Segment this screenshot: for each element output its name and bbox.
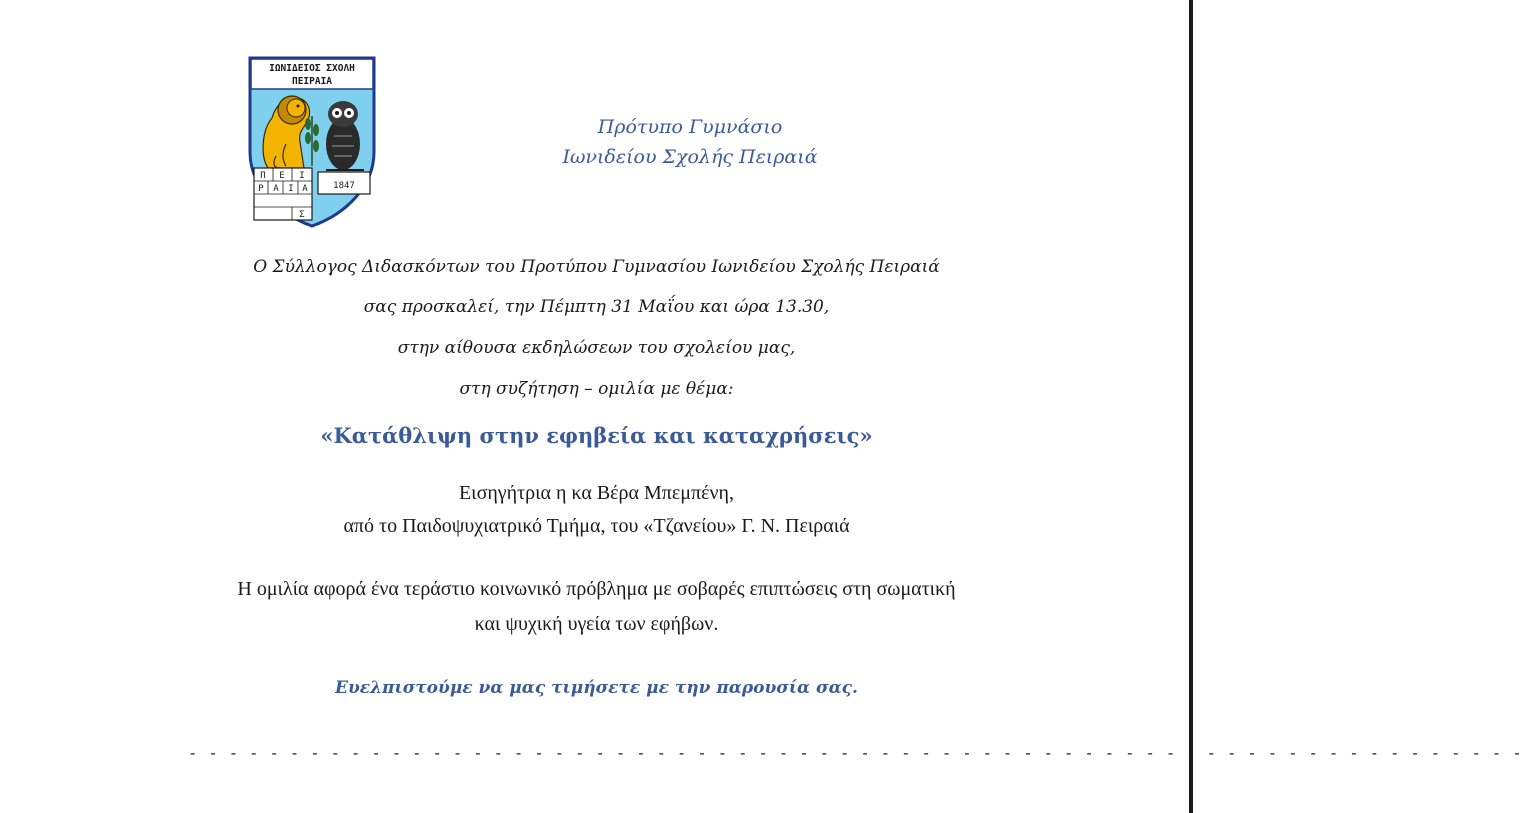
invitation-line4: στη συζήτηση – ομιλία με θέμα: [459, 379, 734, 399]
speaker-line1: Εισηγήτρια η κα Βέρα Μπεμπένη, [458, 482, 735, 504]
tower-letter: Α [273, 184, 279, 194]
tower-letter: Ε [279, 171, 285, 181]
school-name-line1: Πρότυπο Γυμνάσιο [597, 116, 783, 138]
invitation-line1: Ο Σύλλογος Διδασκόντων του Προτύπου Γυμνασίου Ιωνιδείου Σχολής Πειραιά [253, 257, 940, 277]
cut-line: - - - - - - - - - - - - - - - - - - - - - - - - - - - - - - - - - - - - - - - - - - - - - - - - - - - - - - - - - - - - - - - - - - [190, 745, 1525, 762]
description-line2: και ψυχική υγεία των εφήβων. [474, 613, 719, 635]
tower-letter: Ι [288, 184, 294, 194]
school-crest-logo [246, 56, 378, 228]
crest-name: ΙΩΝΙΔΕΙΟΣ ΣΧΟΛΗ [269, 63, 355, 74]
invitation-line3: στην αίθουσα εκδηλώσεων του σχολείου μας, [397, 338, 796, 358]
crest-tower [254, 168, 312, 220]
tower-letter: Π [260, 171, 266, 181]
tower-letter: Α [302, 184, 308, 194]
invitation-line2: σας προσκαλεί, την Πέμπτη 31 Μαΐου και ώρα 13.30, [363, 297, 830, 317]
tower-letter: Ι [299, 171, 305, 181]
talk-title: «Κατάθλιψη στην εφηβεία και καταχρήσεις» [320, 423, 873, 448]
tower-letter: Σ [299, 210, 305, 220]
description-line1: Η ομιλία αφορά ένα τεράστιο κοινωνικό πρόβλημα με σοβαρές επιπτώσεις στη σωματική [237, 578, 956, 600]
speaker-line2: από το Παιδοψυχιατρικό Τμήμα, του «Τζανείου» Γ. Ν. Πειραιά [343, 515, 850, 537]
tower-letter: Ρ [258, 184, 264, 194]
crest-city: ΠΕΙΡΑΙΑ [291, 76, 333, 87]
closing-line: Ευελπιστούμε να μας τιμήσετε με την παρουσία σας. [335, 678, 858, 698]
crest-year: 1847 [333, 181, 355, 191]
school-name-line2: Ιωνιδείου Σχολής Πειραιά [562, 146, 818, 168]
